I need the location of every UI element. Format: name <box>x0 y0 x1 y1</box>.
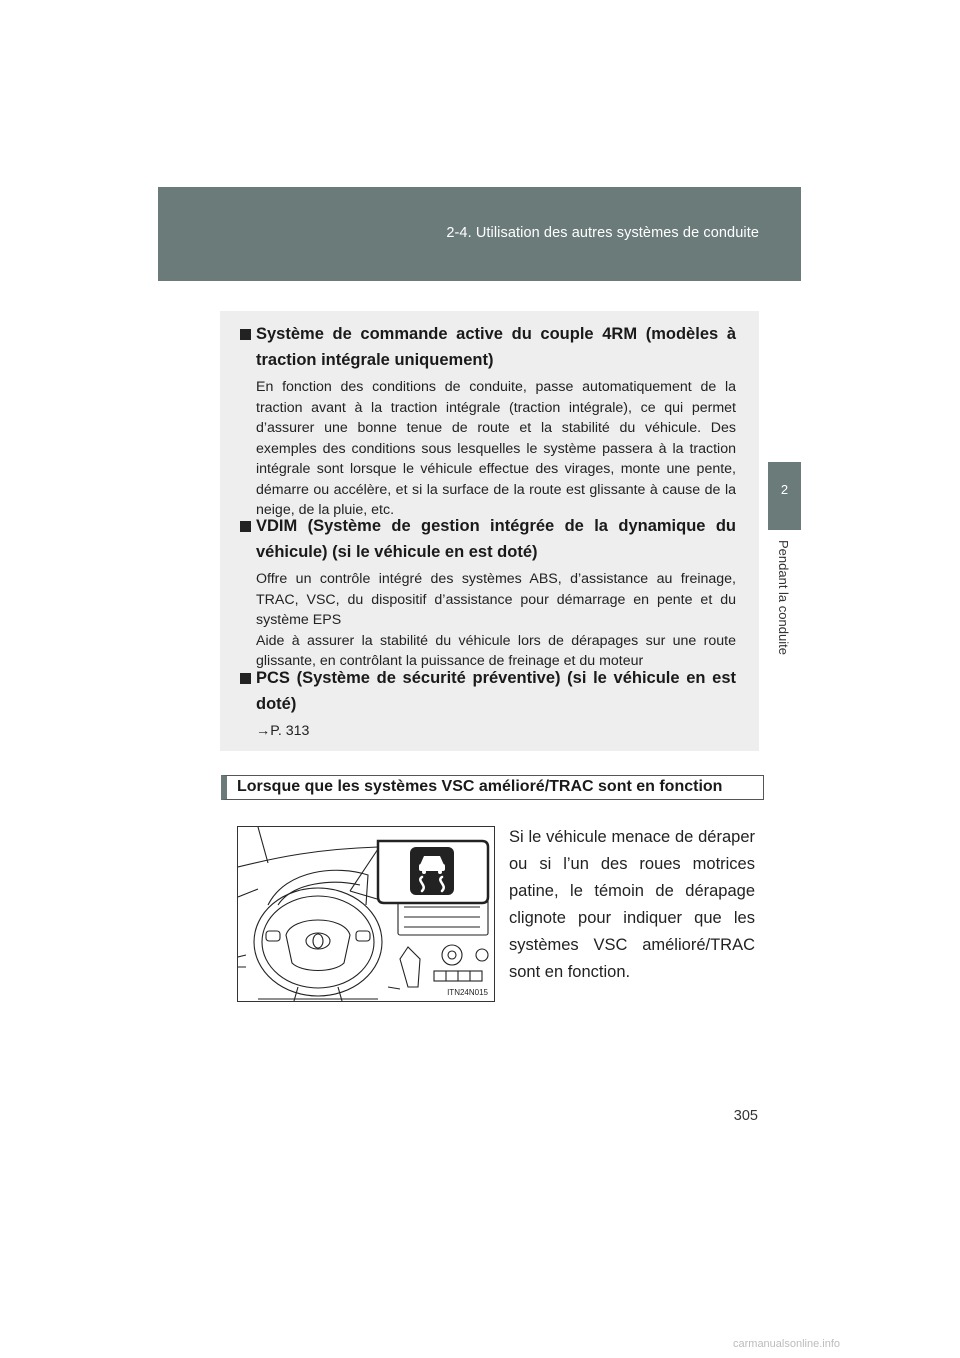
chapter-number: 2 <box>780 482 789 497</box>
entry-body: Offre un contrôle intégré des systèmes ABS, d’assistance au freinage, TRAC, VSC, du dispositif d’assistance pour démarrage en pente et du système EPS Aide à assurer la stabilité du véhicule lors de dérapages sur une route glissante, en contrôlant la puissance de freinage et du moteur <box>256 571 736 669</box>
entry-4wd-torque <box>240 321 736 521</box>
dashboard-illustration <box>237 826 495 1002</box>
entry-title: PCS (Système de sécurité préventive) (si le véhicule en est doté) <box>240 665 736 717</box>
info-box <box>220 311 759 751</box>
square-bullet-icon <box>240 521 251 532</box>
entry-title: VDIM (Système de gestion intégrée de la dynamique du véhicule) (si le véhicule en est doté) <box>240 513 736 565</box>
page-reference-link[interactable]: →P. 313 <box>256 723 310 739</box>
entry-title: Système de commande active du couple 4RM (modèles à traction intégrale uniquement) <box>240 321 736 373</box>
section-header-bar <box>158 187 801 281</box>
subsection-heading-text: Lorsque que les systèmes VSC amélioré/TRAC sont en fonction <box>237 778 723 795</box>
entry-vdim <box>240 513 736 672</box>
square-bullet-icon <box>240 673 251 684</box>
entry-body: En fonction des conditions de conduite, passe automatiquement de la traction avant à la traction intégrale (traction intégrale), ce qui permet d’assurer une bonne tenue de route et la stabilité du véhicule. Des exemples des conditions sous lesquelles le système passera à la traction intégrale sont lorsque le véhicule effectue des virages, monte une pente, démarre ou accélère, et si la surface de la route est glissante à cause de la neige, de la pluie, etc. <box>256 379 736 518</box>
section-title: 2-4. Utilisation des autres systèmes de conduite <box>446 225 759 241</box>
illustration-code: ITN24N015 <box>447 988 488 997</box>
entry-pcs <box>240 665 736 742</box>
section-description: Si le véhicule menace de déraper ou si l’un des roues motrices patine, le témoin de dérapage clignote pour indiquer que les systèmes VSC amélioré/TRAC sont en fonction. <box>509 828 755 981</box>
watermark: carmanualsonline.info <box>733 1338 841 1350</box>
square-bullet-icon <box>240 329 251 340</box>
steering-wheel-drawing <box>238 827 494 1001</box>
skid-indicator-icon <box>410 847 454 895</box>
chapter-label-text: Pendant la conduite <box>776 540 791 655</box>
chapter-label <box>776 540 796 680</box>
page-number: 305 <box>733 1108 758 1124</box>
subsection-heading <box>221 775 764 800</box>
chapter-tab <box>768 462 801 530</box>
entry-body <box>240 721 736 742</box>
